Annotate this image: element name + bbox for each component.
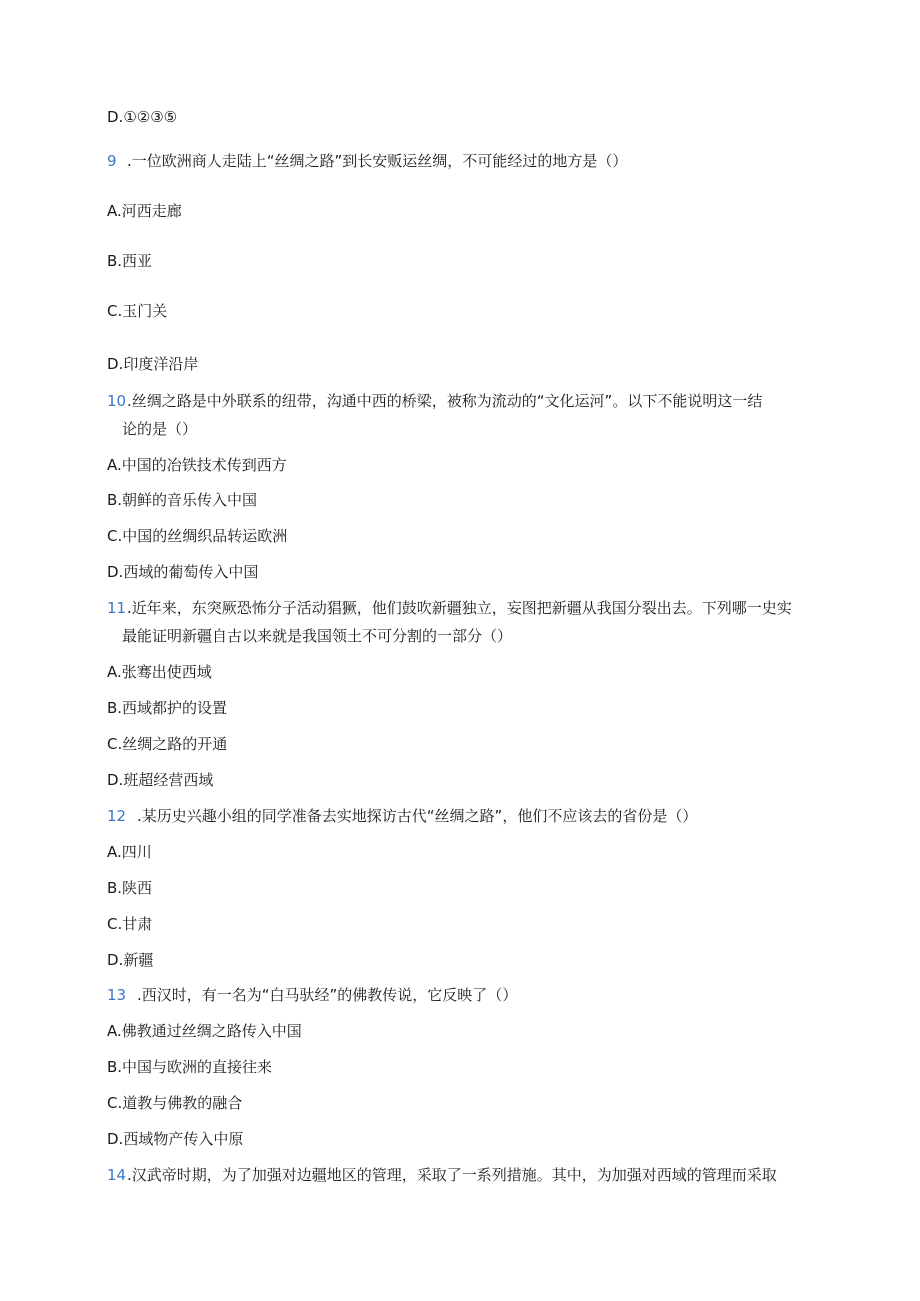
question-10 — [107, 391, 762, 411]
question-text-continued: 论的是（） — [122, 420, 198, 438]
option-line: C.丝绸之路的开通 — [107, 735, 228, 753]
option-line: A.河西走廊 — [107, 202, 182, 220]
question-number: 10 — [107, 392, 127, 410]
option-line: A.中国的冶铁技术传到西方 — [107, 456, 287, 474]
question-number: 13 — [107, 986, 127, 1004]
option-line: B.西亚 — [107, 252, 153, 270]
question-text: .汉武帝时期，为了加强对边疆地区的管理，采取了一系列措施。其中，为加强对西域的管理而采取 — [127, 1166, 777, 1184]
question-number: 9 — [107, 152, 117, 170]
option-line: B.陕西 — [107, 879, 153, 897]
option-line: C.甘肃 — [107, 915, 153, 933]
option-line: A.张骞出使西域 — [107, 663, 212, 681]
question-number: 11 — [107, 599, 127, 617]
option-line: D.①②③⑤ — [107, 108, 178, 126]
question-11 — [107, 598, 792, 618]
option-line: A.佛教通过丝绸之路传入中国 — [107, 1022, 302, 1040]
option-line: B.朝鲜的音乐传入中国 — [107, 491, 258, 509]
option-line: C.中国的丝绸织品转运欧洲 — [107, 527, 288, 545]
question-text: .某历史兴趣小组的同学准备去实地探访古代“丝绸之路”，他们不应该去的省份是（） — [137, 807, 698, 825]
option-line: C.玉门关 — [107, 302, 168, 320]
question-text-continued: 最能证明新疆自古以来就是我国领土不可分割的一部分（） — [122, 627, 513, 645]
question-text: .西汉时，有一名为“白马驮经”的佛教传说，它反映了（） — [137, 986, 518, 1004]
option-line: B.中国与欧洲的直接往来 — [107, 1058, 273, 1076]
question-13 — [107, 985, 517, 1005]
question-number: 14 — [107, 1166, 127, 1184]
option-line: D.印度洋沿岸 — [107, 355, 199, 373]
question-text: .丝绸之路是中外联系的纽带，沟通中西的桥梁，被称为流动的“文化运河”。以下不能说明这一结 — [127, 392, 763, 410]
option-line: A.四川 — [107, 843, 152, 861]
option-line: D.西域的葡萄传入中国 — [107, 563, 259, 581]
option-line: D.班超经营西域 — [107, 771, 214, 789]
question-12 — [107, 806, 697, 826]
question-text: .近年来，东突厥恐怖分子活动猖獗，他们鼓吹新疆独立，妄图把新疆从我国分裂出去。下列哪一史实 — [127, 599, 792, 617]
option-line: D.西域物产传入中原 — [107, 1130, 244, 1148]
option-line: D.新疆 — [107, 951, 154, 969]
question-9 — [107, 151, 627, 171]
option-line: B.西域都护的设置 — [107, 699, 228, 717]
question-number: 12 — [107, 807, 127, 825]
question-text: .一位欧洲商人走陆上“丝绸之路”到长安贩运丝绸，不可能经过的地方是（） — [127, 152, 628, 170]
option-line: C.道教与佛教的融合 — [107, 1094, 243, 1112]
question-14 — [107, 1165, 777, 1185]
